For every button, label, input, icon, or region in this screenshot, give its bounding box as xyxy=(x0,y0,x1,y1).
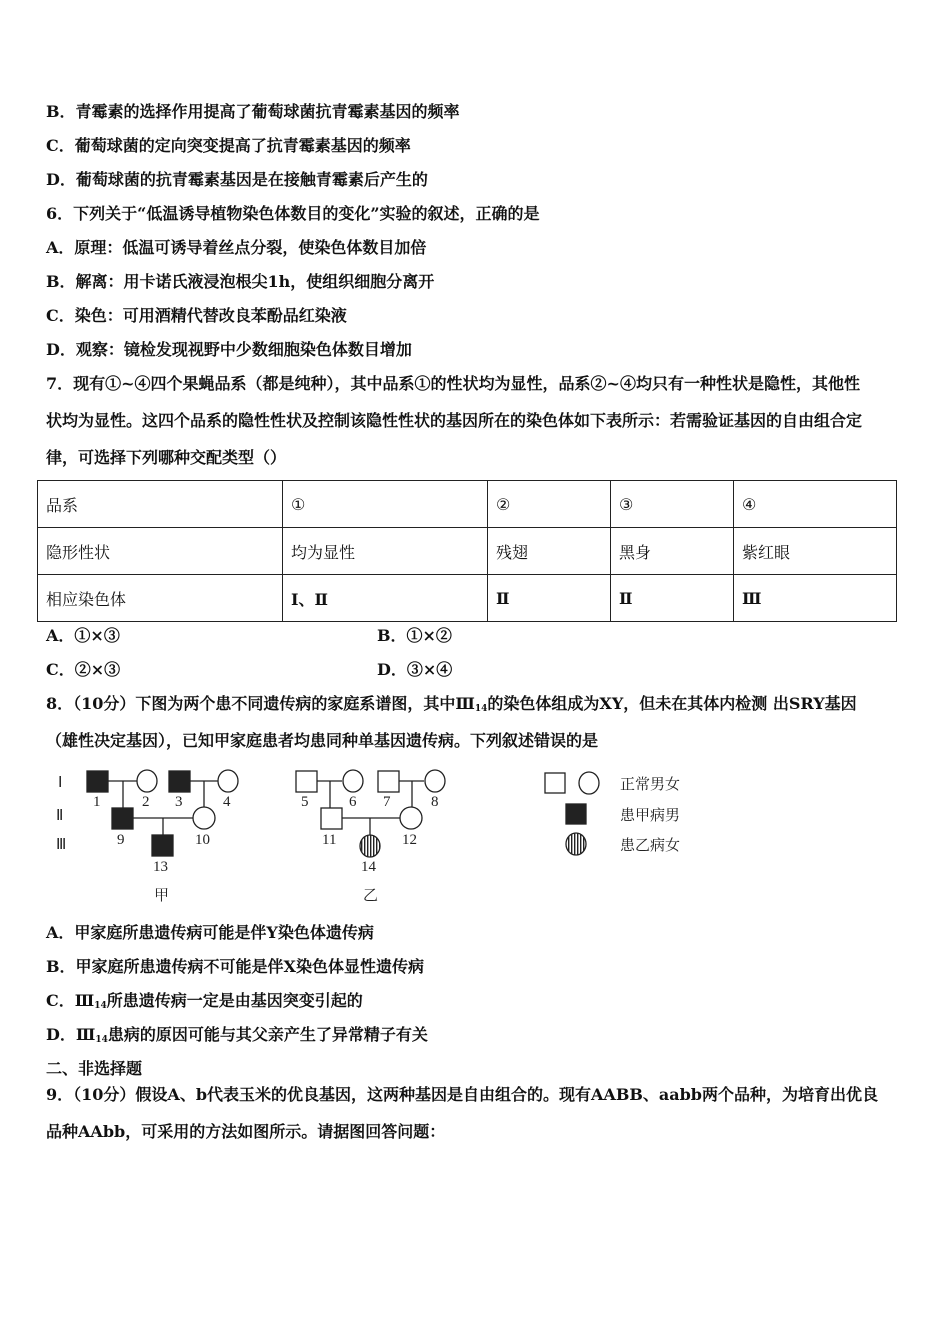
q7-option-b: B．①×② xyxy=(377,626,452,645)
section-heading: 二、非选择题 xyxy=(46,1059,143,1078)
option-prefix: C．Ⅲ xyxy=(46,991,95,1010)
table-cell: Ⅲ xyxy=(734,575,897,622)
normal-female-8 xyxy=(425,770,445,792)
table-cell: 品系 xyxy=(38,481,283,528)
table-cell: 紫红眼 xyxy=(734,528,897,575)
id-label: 9 xyxy=(117,832,125,848)
q5-option-c: C．葡萄球菌的定向突变提高了抗青霉素基因的频率 xyxy=(46,136,411,155)
table-cell: 相应染色体 xyxy=(38,575,283,622)
table-cell: ① xyxy=(283,481,488,528)
option-text: 所患遗传病一定是由基因突变引起的 xyxy=(106,991,363,1010)
option-sub: 14 xyxy=(94,1001,107,1011)
q8-stem-line2: （雄性决定基因），已知甲家庭患者均患同种单基因遗传病。下列叙述错误的是 xyxy=(46,731,599,750)
q8-option-a: A．甲家庭所患遗传病可能是伴Y染色体遗传病 xyxy=(46,923,374,942)
q6-option-d: D．观察：镜检发现视野中少数细胞染色体数目增加 xyxy=(46,340,412,359)
family-label-yi: 乙 xyxy=(363,888,379,904)
q6-option-a: A．原理：低温可诱导着丝点分裂，使染色体数目加倍 xyxy=(46,238,427,257)
legend-affected-male-icon xyxy=(566,804,586,824)
normal-female-10 xyxy=(193,807,215,829)
table-cell: ③ xyxy=(611,481,734,528)
id-label: 3 xyxy=(175,794,183,810)
q7-option-a: A．①×③ xyxy=(46,626,120,645)
normal-male-5 xyxy=(296,771,317,792)
id-label: 14 xyxy=(361,859,376,875)
normal-male-7 xyxy=(378,771,399,792)
normal-female-2 xyxy=(137,770,157,792)
q8-stem-a: 8．（10分）下图为两个患不同遗传病的家庭系谱图，其中Ⅲ xyxy=(46,694,475,713)
q9-line1: 9．（10分）假设A、b代表玉米的优良基因，这两种基因是自由组合的。现有AABB、aabb两个品种，为培育出优良 xyxy=(46,1085,878,1104)
q8-option-c xyxy=(46,991,363,1016)
table-cell: ④ xyxy=(734,481,897,528)
table-row xyxy=(38,528,897,575)
strain-table xyxy=(37,480,897,622)
q9-line2: 品种AAbb，可采用的方法如图所示。请据图回答问题： xyxy=(46,1122,446,1141)
legend-affected-female-icon xyxy=(566,833,586,855)
q8-stem-sub: 14 xyxy=(474,704,488,714)
table-row xyxy=(38,575,897,622)
q8-stem-b: 的染色体组成为XY，但未在其体内检测 出SRY基因 xyxy=(487,694,857,713)
option-prefix: D．Ⅲ xyxy=(46,1025,96,1044)
pedigree-figure xyxy=(40,760,720,910)
id-label: 2 xyxy=(142,794,150,810)
table-cell: 均为显性 xyxy=(283,528,488,575)
table-cell: 黑身 xyxy=(611,528,734,575)
q7-stem-line3: 律，可选择下列哪种交配类型（） xyxy=(46,448,287,467)
legend-normal-male-icon xyxy=(545,773,565,793)
id-label: 5 xyxy=(301,794,309,810)
affected-male-13 xyxy=(152,835,173,856)
generation-label: Ⅰ xyxy=(58,775,63,791)
id-label: 13 xyxy=(153,859,168,875)
q5-option-b: B．青霉素的选择作用提高了葡萄球菌抗青霉素基因的频率 xyxy=(46,102,460,121)
affected-female-14 xyxy=(360,835,380,857)
family-label-jia: 甲 xyxy=(154,888,170,904)
legend-label: 正常男女 xyxy=(620,777,681,793)
option-sub: 14 xyxy=(95,1035,108,1045)
q7-option-c: C．②×③ xyxy=(46,660,121,679)
legend-label: 患乙病女 xyxy=(620,838,681,854)
table-cell: Ⅰ、Ⅱ xyxy=(283,575,488,622)
q7-stem-line1: 7．现有①~④四个果蝇品系（都是纯种），其中品系①的性状均为显性，品系②~④均只有一种性状是隐性，其他性 xyxy=(46,374,860,393)
legend-label: 患甲病男 xyxy=(620,808,681,824)
id-label: 12 xyxy=(402,832,417,848)
normal-female-6 xyxy=(343,770,363,792)
normal-female-12 xyxy=(400,807,422,829)
affected-male-1 xyxy=(87,771,108,792)
q6-option-c: C．染色：可用酒精代替改良苯酚品红染液 xyxy=(46,306,347,325)
normal-female-4 xyxy=(218,770,238,792)
affected-male-9 xyxy=(112,808,133,829)
q8-stem-line1 xyxy=(46,694,857,719)
id-label: 6 xyxy=(349,794,357,810)
id-label: 8 xyxy=(431,794,439,810)
q8-option-d xyxy=(46,1025,428,1050)
table-cell: Ⅱ xyxy=(488,575,611,622)
id-label: 7 xyxy=(383,794,391,810)
q6-option-b: B．解离：用卡诺氏液浸泡根尖1h，使组织细胞分离开 xyxy=(46,272,435,291)
q6-stem: 6．下列关于“低温诱导植物染色体数目的变化”实验的叙述，正确的是 xyxy=(46,204,540,223)
table-row xyxy=(38,481,897,528)
table-cell: Ⅱ xyxy=(611,575,734,622)
id-label: 1 xyxy=(93,794,101,810)
table-cell: ② xyxy=(488,481,611,528)
generation-label: Ⅱ xyxy=(56,808,64,824)
q8-option-b: B．甲家庭所患遗传病不可能是伴X染色体显性遗传病 xyxy=(46,957,424,976)
table-cell: 残翅 xyxy=(488,528,611,575)
q5-option-d: D．葡萄球菌的抗青霉素基因是在接触青霉素后产生的 xyxy=(46,170,428,189)
option-text: 患病的原因可能与其父亲产生了异常精子有关 xyxy=(107,1025,428,1044)
normal-male-11 xyxy=(321,808,342,829)
id-label: 4 xyxy=(223,794,231,810)
legend-normal-female-icon xyxy=(579,772,599,794)
table-cell: 隐形性状 xyxy=(38,528,283,575)
id-label: 11 xyxy=(322,832,337,848)
q7-option-d: D．③×④ xyxy=(377,660,453,679)
id-label: 10 xyxy=(195,832,210,848)
affected-male-3 xyxy=(169,771,190,792)
q7-stem-line2: 状均为显性。这四个品系的隐性性状及控制该隐性性状的基因所在的染色体如下表所示：若需验证基因的自由组合定 xyxy=(46,411,863,430)
generation-label: Ⅲ xyxy=(56,837,67,853)
